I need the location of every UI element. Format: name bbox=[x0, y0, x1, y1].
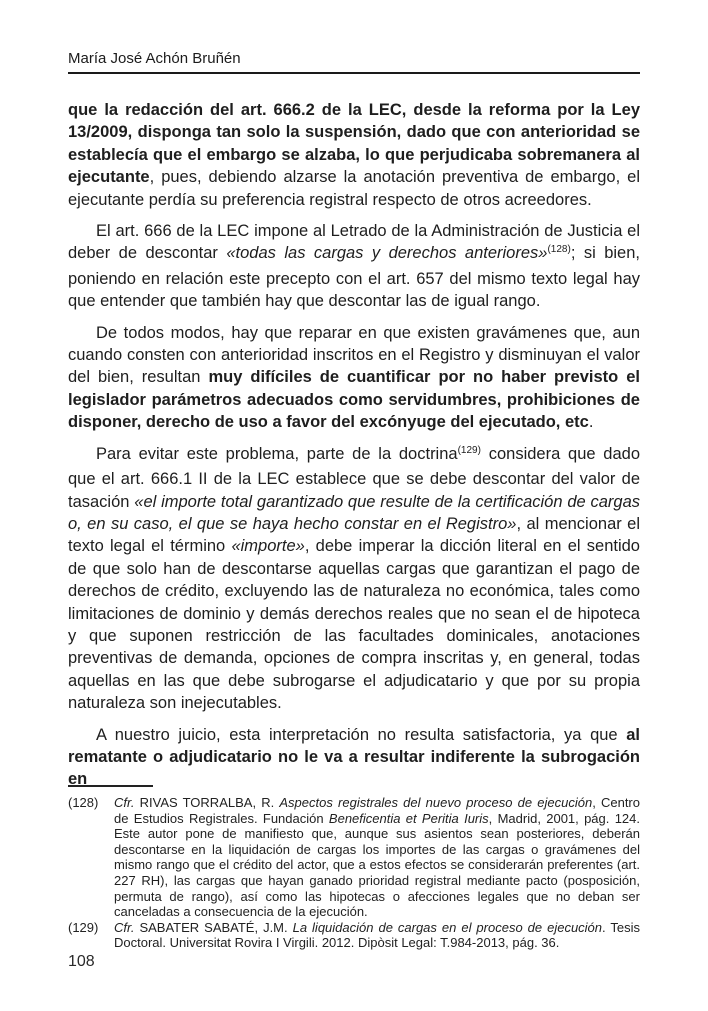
text-segment: De todos modos, hay que reparar en que existen gravámenes que, aun cuando consten con anterioridad inscritos en el Registro y disminuyan el valor del bien, resultan bbox=[68, 323, 640, 387]
text-segment: , al mencionar el texto legal el término bbox=[68, 514, 640, 556]
text-segment: que la redacción del art. 666.2 de la LEC, desde la reforma por la Ley 13/2009, disponga tan solo la suspensión, dado que con anterioridad se establecía que el embargo se alzaba, lo que perjudicaba sobremanera al ejecutante bbox=[68, 101, 640, 187]
text-segment: ; si bien, poniendo en relación este precepto con el art. 657 del mismo texto legal hay que entender que también hay que descontar las de igual rango. bbox=[68, 244, 640, 311]
footnote-ref: (129) bbox=[457, 444, 481, 456]
footnote-item bbox=[68, 795, 640, 920]
body-paragraph bbox=[68, 220, 640, 313]
footnote-text bbox=[114, 795, 640, 920]
page-number: 108 bbox=[68, 953, 95, 970]
text-segment: muy difíciles de cuantificar por no haber previsto el legislador parámetros adecuados como servidumbres, prohibiciones de disponer, derecho de uso a favor del excónyuge del ejecutado, etc bbox=[68, 368, 640, 432]
footnote-label: (129) bbox=[68, 919, 99, 935]
text-segment: «el importe total garantizado que resulte de la certificación de cargas o, en su caso, el que se haya hecho constar en el Registro» bbox=[68, 492, 640, 533]
text-segment: . Tesis Doctoral. Universitat Rovira I Virgili. 2012. Dipòsit Legal: T.984-2013, pág. 36. bbox=[114, 919, 641, 951]
text-segment: Para evitar este problema, parte de la doctrina bbox=[96, 444, 458, 463]
text-segment: A nuestro juicio, esta interpretación no resulta satisfactoria, ya que bbox=[96, 725, 627, 744]
text-segment: Aspectos registrales del nuevo proceso de ejecución bbox=[279, 795, 593, 810]
text-segment: Beneficentia et Peritia Iuris bbox=[328, 810, 489, 826]
text-segment: . bbox=[588, 413, 594, 432]
text-segment: , debe imperar la dicción literal en el sentido de que solo han de descontarse aquellas cargas que garantizan el pago de derechos de crédito, excluyendo las de naturaleza no económica, tales como limitaciones de dominio y demás derechos reales que no sean el de hipoteca y que suponen restricción de las facultades dominicales, anotaciones preventivas de demanda, opciones de compra inscritas y, en general, todas aquellas en las que debe subrogarse el adjudicatario y que por su propia naturaleza son inejecutables. bbox=[68, 537, 640, 713]
header-rule bbox=[68, 72, 640, 74]
text-segment: Cfr. bbox=[114, 795, 135, 810]
text-segment: El art. 666 de la LEC impone al Letrado de la Administración de Justicia el deber de descontar bbox=[68, 222, 640, 263]
footnote-separator bbox=[68, 785, 153, 787]
text-segment: , Centro de Estudios Registrales. Fundación bbox=[114, 795, 640, 826]
text-segment: «todas las cargas y derechos anteriores» bbox=[226, 244, 548, 263]
text-segment: SABATER SABATÉ, J.M. bbox=[134, 919, 293, 935]
body-paragraph bbox=[68, 443, 640, 715]
body-paragraph bbox=[68, 99, 640, 211]
text-segment: La liquidación de cargas en el proceso de ejecución bbox=[292, 919, 603, 935]
running-header-author: María José Achón Bruñén bbox=[68, 50, 241, 67]
running-header bbox=[68, 50, 640, 68]
text-segment: RIVAS TORRALBA, R. bbox=[134, 795, 280, 810]
text-segment: , pues, debiendo alzarse la anotación preventiva de embargo, el ejecutante perdía su preferencia registral respecto de otros acreedores. bbox=[68, 168, 640, 209]
footnote-label: (128) bbox=[68, 795, 99, 810]
body-paragraph bbox=[68, 322, 640, 434]
page-body bbox=[68, 99, 640, 800]
text-segment: , Madrid, 2001, pág. 124. Este autor pone de manifiesto que, aunque sus asientos sean posteriores, deberán descontarse en la liquidación de cargas los importes de las cargas o gravámenes del mismo rango que el crédito del actor, que a estos efectos se considerarán preferentes (art. 227 RH), las cargas que hayan ganado prioridad registral mediante pacto (posposición, permuta de rango), así como las hipotecas o afecciones legales que no deban ser canceladas a consecuencia de la ejecución. bbox=[114, 810, 640, 920]
text-segment: considera que dado que el art. 666.1 II de la LEC establece que se debe descontar del valor de tasación bbox=[68, 444, 641, 511]
text-segment: Cfr. bbox=[114, 919, 135, 935]
footnote-text bbox=[114, 920, 640, 951]
footnote-ref: (128) bbox=[547, 244, 571, 256]
text-segment: «importe» bbox=[231, 537, 305, 556]
body-paragraph bbox=[68, 724, 640, 791]
footnotes-section bbox=[68, 785, 640, 951]
text-segment: al rematante o adjudicatario no le va a resultar indiferente la subrogación en bbox=[68, 725, 640, 789]
footnote-item bbox=[68, 920, 640, 951]
